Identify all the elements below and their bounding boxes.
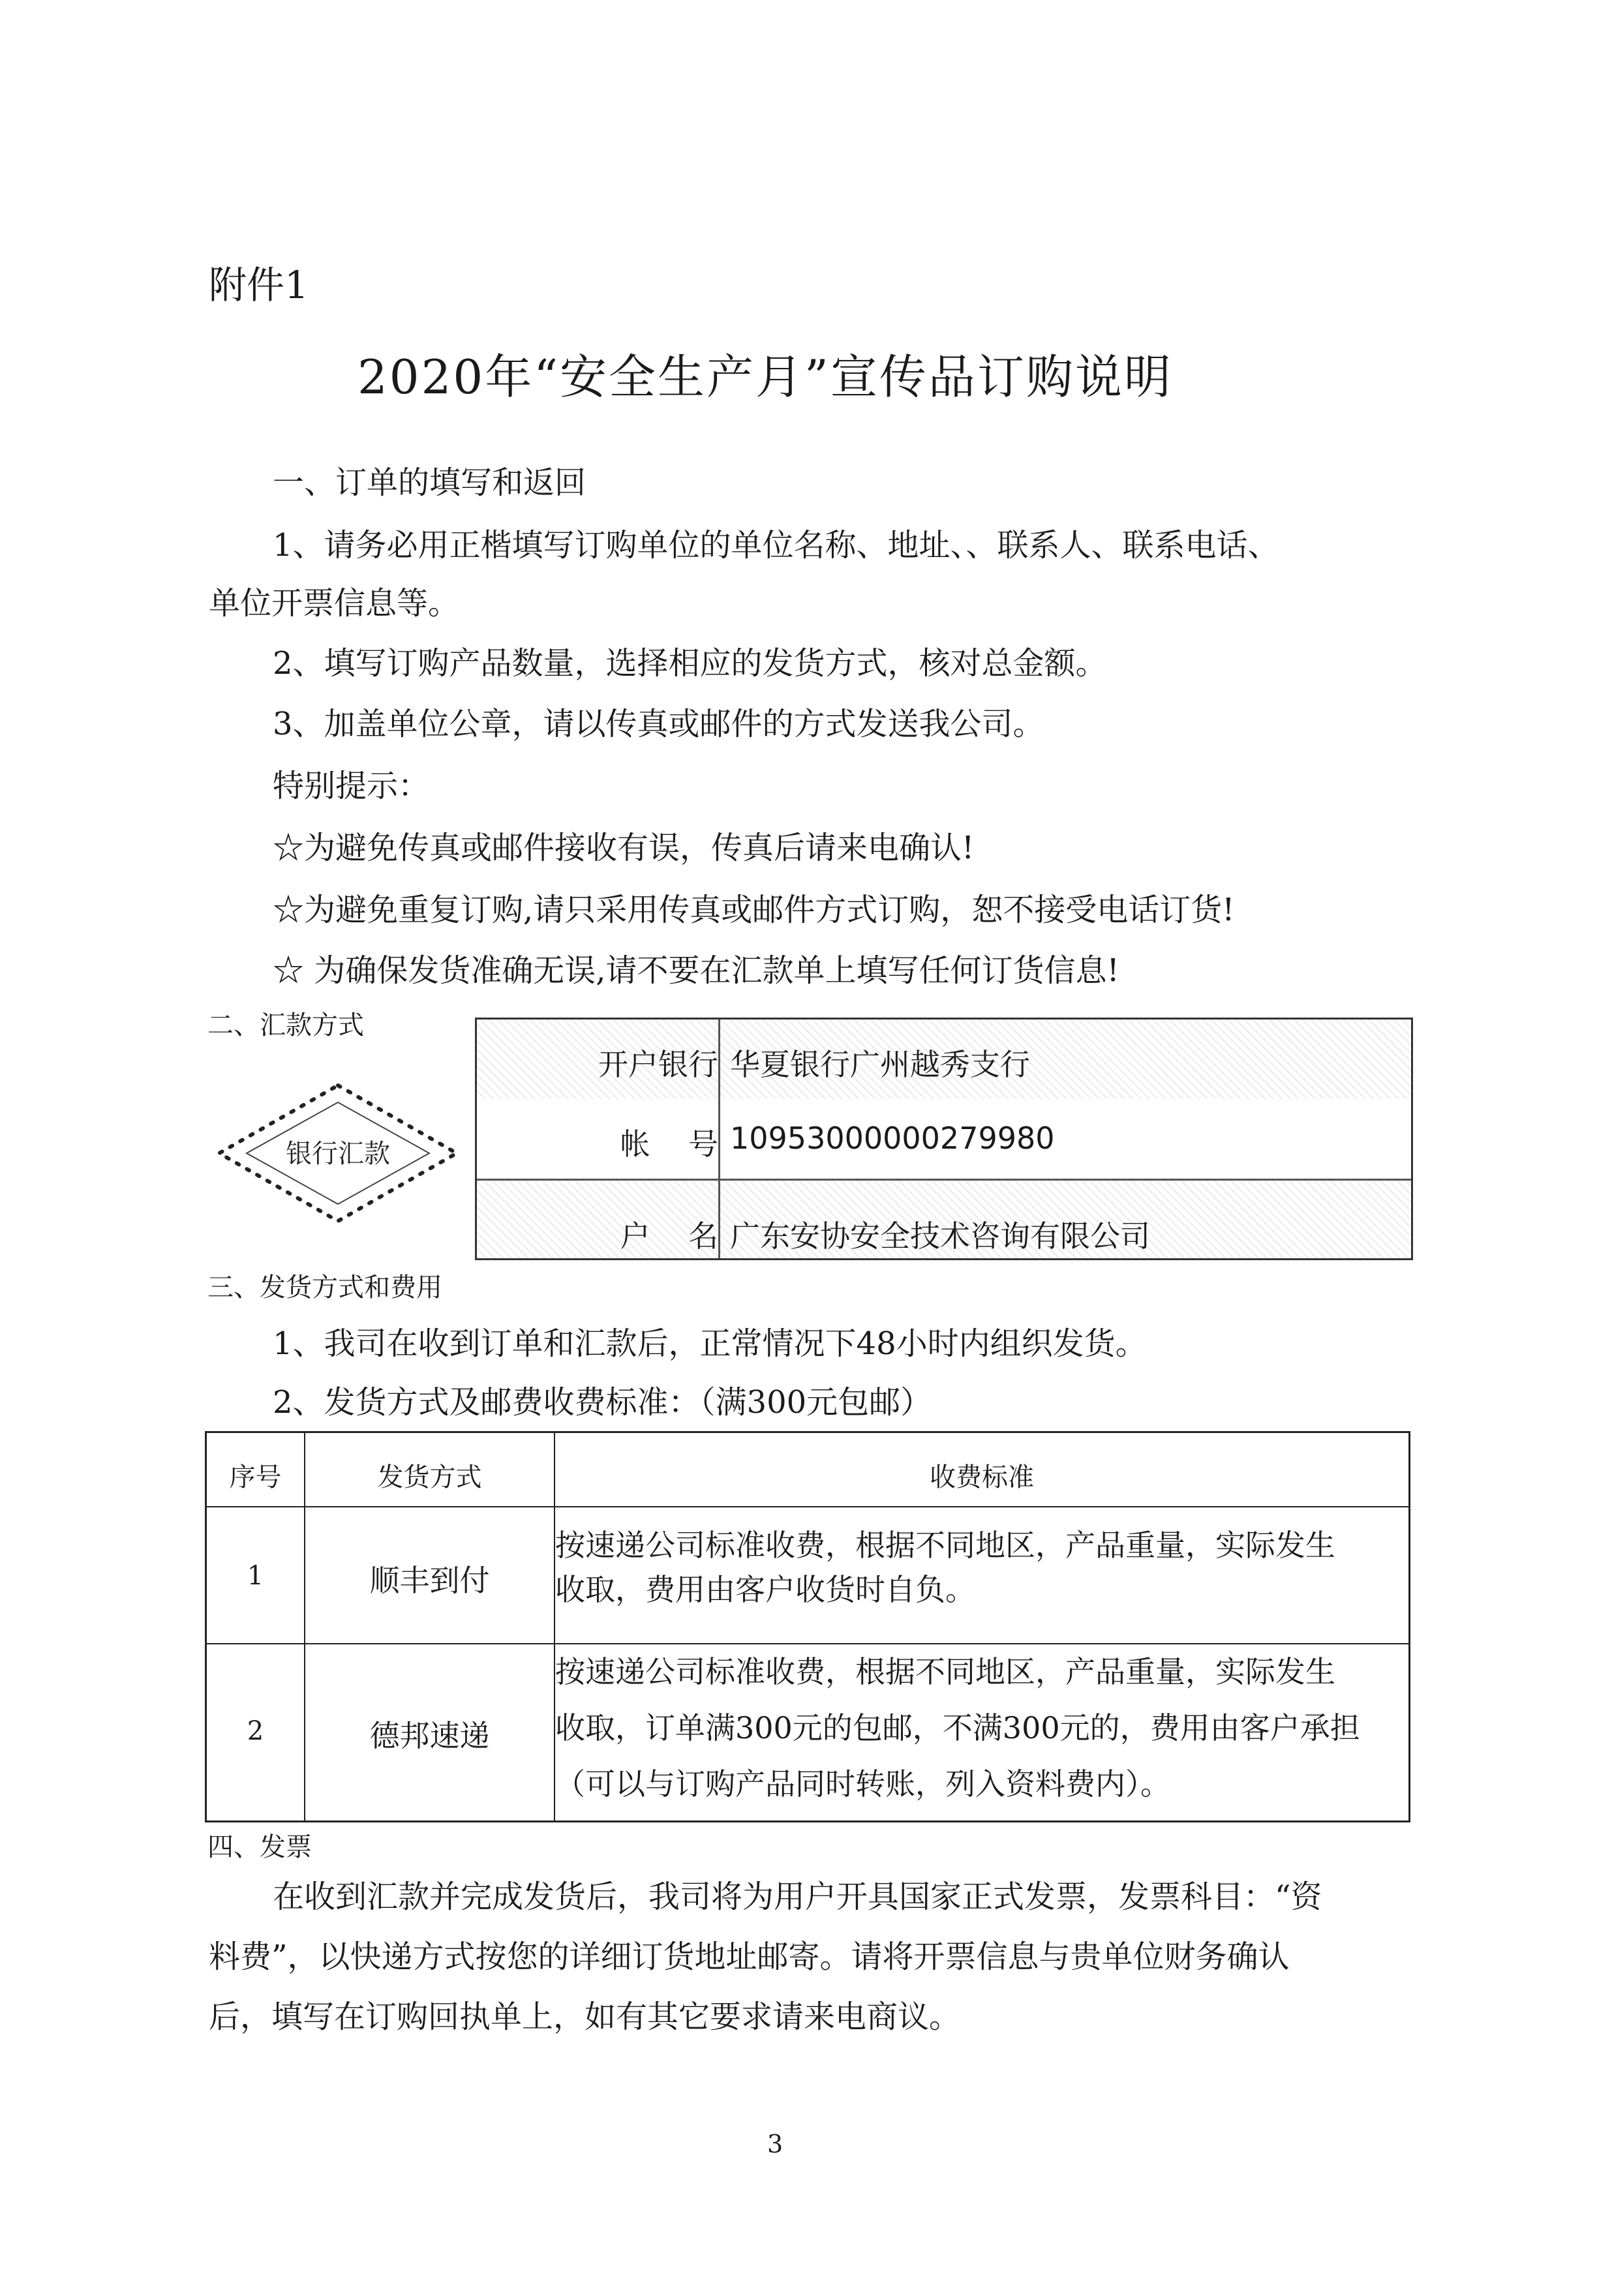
- bank-row-account: [477, 1099, 1411, 1181]
- notice-3: ☆ 为确保发货准确无误,请不要在汇款单上填写任何订货信息!: [273, 952, 1119, 989]
- row2-fee-line1: 按速递公司标准收费，根据不同地区，产品重量，实际发生: [555, 1654, 1335, 1689]
- row1-method: 顺丰到付: [369, 1563, 490, 1598]
- notice-1: ☆为避免传真或邮件接收有误，传真后请来电确认!: [273, 830, 975, 866]
- row2-fee-line3: （可以与订购产品同时转账，列入资料费内）。: [555, 1766, 1170, 1802]
- section3-heading: 三、发货方式和费用: [207, 1273, 442, 1303]
- header-no: 序号: [229, 1462, 282, 1492]
- holder-label: 户 名: [620, 1218, 718, 1254]
- row2-fee-line2: 收取，订单满300元的包邮，不满300元的，费用由客户承担: [555, 1710, 1360, 1745]
- header-fee: 收费标准: [930, 1462, 1034, 1492]
- notice-2: ☆为避免重复订购,请只采用传真或邮件方式订购，恕不接受电话订货!: [273, 892, 1235, 928]
- row1-no: 1: [247, 1561, 264, 1591]
- section2-heading: 二、汇款方式: [207, 1010, 364, 1040]
- notice-heading: 特别提示：: [273, 768, 430, 804]
- bank-transfer-badge: [207, 1076, 468, 1230]
- document-title: 2020年“安全生产月”宣传品订购说明: [357, 350, 1173, 404]
- account-label: 帐 号: [620, 1126, 718, 1162]
- section4-heading: 四、发票: [207, 1832, 312, 1862]
- section1-item-2: 2、填写订购产品数量，选择相应的发货方式，核对总金额。: [273, 645, 1107, 682]
- attachment-label: 附件1: [209, 263, 309, 307]
- invoice-line-2: 料费”，以快递方式按您的详细订货地址邮寄。请将开票信息与贵单位财务确认: [209, 1939, 1290, 1975]
- account-number: 10953000000279980: [730, 1121, 1055, 1156]
- bank-value: 华夏银行广州越秀支行: [730, 1047, 1030, 1082]
- bank-row-holder: [477, 1179, 1411, 1258]
- section1-item-3: 3、加盖单位公章，请以传真或邮件的方式发送我公司。: [273, 706, 1044, 742]
- holder-name: 广东安协安全技术咨询有限公司: [730, 1218, 1150, 1254]
- row1-fee-line2: 收取，费用由客户收货时自负。: [555, 1572, 975, 1607]
- invoice-line-3: 后，填写在订购回执单上，如有其它要求请来电商议。: [209, 1999, 961, 2035]
- section3-item-2: 2、发货方式及邮费收费标准：（满300元包邮）: [273, 1384, 932, 1421]
- row2-no: 2: [247, 1716, 264, 1746]
- bank-row-bank: [477, 1020, 1411, 1101]
- bank-label: 开户银行: [598, 1047, 718, 1082]
- row1-fee-line1: 按速递公司标准收费，根据不同地区，产品重量，实际发生: [555, 1528, 1335, 1563]
- bank-transfer-badge-label: 银行汇款: [286, 1139, 390, 1169]
- page-number: 3: [767, 2130, 783, 2158]
- invoice-line-1: 在收到汇款并完成发货后，我司将为用户开具国家正式发票，发票科目：“资: [273, 1879, 1322, 1915]
- section3-item-1: 1、我司在收到订单和汇款后，正常情况下48小时内组织发货。: [273, 1325, 1147, 1362]
- section1-item-1: 1、请务必用正楷填写订购单位的单位名称、地址、、联系人、联系电话、: [273, 527, 1279, 564]
- header-method: 发货方式: [377, 1462, 482, 1492]
- section1-heading: 一、订单的填写和返回: [273, 464, 586, 501]
- section1-item-1-cont: 单位开票信息等。: [209, 585, 460, 622]
- bank-account-table: [475, 1018, 1413, 1260]
- row2-method: 德邦速递: [369, 1718, 490, 1753]
- shipping-fee-table: [205, 1431, 1410, 1822]
